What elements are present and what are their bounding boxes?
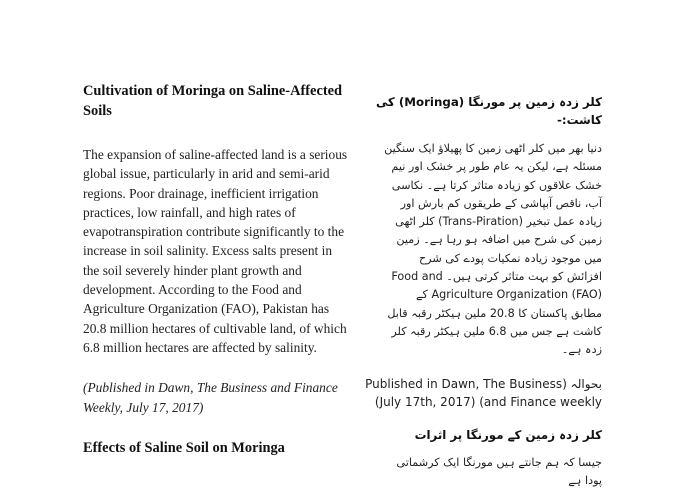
urdu-heading: کلر زدہ زمین پر مورنگا (Moringa) کی کاشت:- (375, 95, 602, 127)
english-column (83, 82, 351, 458)
english-subheading: Effects of Saline Soil on Moringa (83, 439, 285, 456)
urdu-tail-text: جیسا کہ ہم جانتے ہیں مورنگا ایک کرشماتی پودا ہے (396, 455, 602, 487)
english-heading: Cultivation of Moringa on Saline-Affected Soils (83, 83, 343, 119)
urdu-column (352, 93, 602, 490)
english-paragraph: The expansion of saline-affected land is a serious global issue, particularly in arid and semi-arid regions. Poor drainage, inefficient irrigation practices, low rainfall, and high rates of evapotranspiration contribute significantly to the increase in soil salinity. Excess salts present in the soil severely hinder plant growth and development. According to the Food and Agriculture Organization (FAO), Pakistan has 20.8 million hectares of cultivable land, of which 6.8 million hectares are affected by salinity. (83, 147, 348, 355)
urdu-subheading: کلر زدہ زمین کے مورنگا پر اثرات (414, 427, 602, 442)
urdu-citation: بحوالہ (Published in Dawn, The Business and Finance weekly) (July 17th, 2017) (365, 376, 602, 410)
urdu-paragraph: دنیا بھر میں کلر اٹھی زمین کا پھیلاؤ ایک سنگین مسئلہ ہے، لیکن یہ عام طور پر خشک اور نیم خشک علاقوں کو زیادہ متاثر کرتا ہے۔ نکاسی آب، ناقص آبپاشی کے طریقوں کم بارش اور زیادہ عمل تبخیر (Trans-Piration) کلر اٹھی زمین کی شرح میں اضافہ ہو رہا ہے۔ زمین میں موجود زیادہ نمکیات پودے کی شرح افزائش کو بہت متاثر کرتی ہیں۔ Food and Agriculture Organization (FAO) کے مطابق پاکستان کا 20.8 ملین ہیکٹر رقبہ قابل کاشت ہے جس میں 6.8 ملین ہیکٹر رقبہ کلر زدہ ہے۔ (384, 142, 602, 357)
english-citation: (Published in Dawn, The Business and Finance Weekly, July 17, 2017) (83, 380, 338, 415)
